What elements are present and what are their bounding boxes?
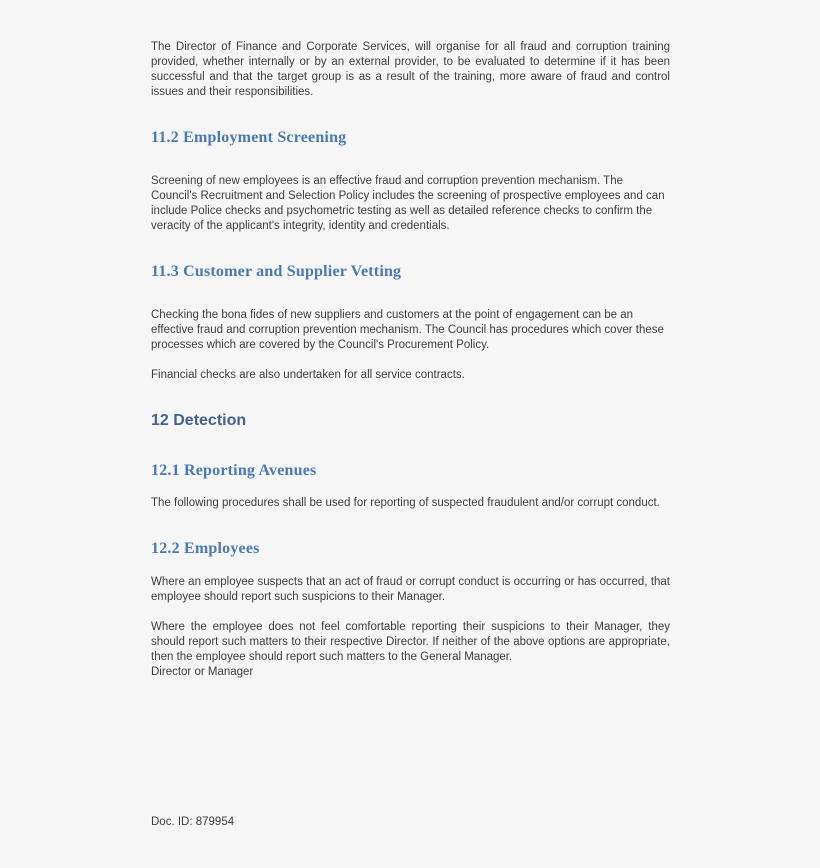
document-body [151, 0, 670, 680]
heading-12-detection: 12 Detection [151, 412, 247, 429]
paragraph-reporting-procedures: The following procedures shall be used for reporting of suspected fraudulent and/or corrupt conduct. [151, 497, 660, 509]
paragraph-employee-not-comfortable: Where the employee does not feel comfortable reporting their suspicions to their Manager, they should report such matters to their respective Director. If neither of the above options are appropriate, then the employee should report such matters to the General Manager. [151, 621, 670, 663]
heading-11-3-customer-supplier-vetting: 11.3 Customer and Supplier Vetting [151, 263, 402, 280]
heading-12-2-employees: 12.2 Employees [151, 540, 260, 557]
heading-11-2-employment-screening: 11.2 Employment Screening [151, 129, 347, 146]
paragraph-employment-screening: Screening of new employees is an effective fraud and corruption prevention mechanism. The Council's Recruitment and Selection Policy includes the screening of prospective employees and can include Police checks and psychometric testing as well as detailed reference checks to confirm the veracity of the applicant's integrity, identity and credentials. [151, 175, 665, 232]
doc-id-footer: Doc. ID: 879954 [151, 816, 235, 828]
heading-12-1-reporting-avenues: 12.1 Reporting Avenues [151, 462, 317, 479]
paragraph-director-or-manager: Director or Manager [151, 666, 254, 678]
paragraph-training-evaluation: The Director of Finance and Corporate Services, will organise for all fraud and corruption training provided, whether internally or by an external provider, to be evaluated to determine if it has been successful and that the target group is as a result of the training, more aware of fraud and control issues and their responsibilities. [151, 41, 670, 98]
paragraph-supplier-vetting: Checking the bona fides of new suppliers and customers at the point of engagement can be an effective fraud and corruption prevention mechanism. The Council has procedures which cover these processes which are covered by the Council's Procurement Policy. [151, 309, 664, 351]
paragraph-employee-suspects: Where an employee suspects that an act of fraud or corrupt conduct is occurring or has occurred, that employee should report such suspicions to their Manager. [151, 576, 670, 603]
paragraph-financial-checks: Financial checks are also undertaken for all service contracts. [151, 369, 465, 381]
